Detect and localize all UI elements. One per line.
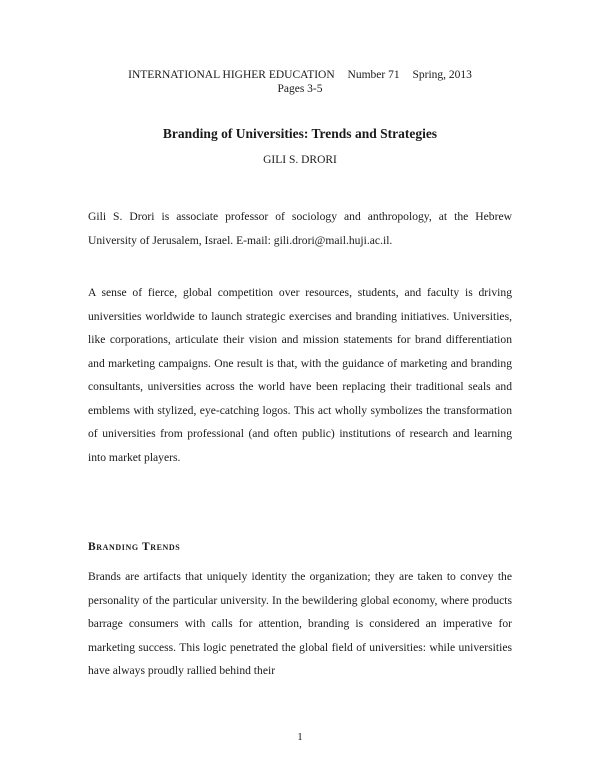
article-author: GILI S. DRORI	[263, 154, 337, 166]
page-number: 1	[297, 731, 303, 743]
intro-paragraph: A sense of fierce, global competition over resources, students, and faculty is driving universities worldwide to launch strategic exercises and branding initiatives. Universities, like corporations, articulate their vision and mission statements for brand differentiation and marketing campaigns. One result is that, with the guidance of marketing and branding consultants, universities across the world have been replacing their traditional seals and emblems with stylized, eye-catching logos. This act wholly symbolizes the transformation of universities from professional (and often public) institutions of research and learning into market players.	[88, 286, 512, 464]
page-range: Pages 3-5	[277, 83, 323, 95]
journal-name: INTERNATIONAL HIGHER EDUCATION	[128, 69, 335, 81]
author-bio: Gili S. Drori is associate professor of sociology and anthropology, at the Hebrew University of Jerusalem, Israel. E-mail: gili.drori@mail.huji.ac.il.	[88, 210, 512, 247]
section-paragraph: Brands are artifacts that uniquely identity the organization; they are taken to convey the personality of the particular university. In the bewildering global economy, where products barrage consumers with calls for attention, branding is considered an imperative for marketing success. This logic penetrated the global field of universities: while universities have always proudly rallied behind their	[88, 570, 512, 677]
journal-header	[0, 68, 600, 96]
article-title: Branding of Universities: Trends and Strategies	[162, 126, 438, 141]
section-heading: Branding Trends	[88, 541, 181, 553]
issue-number: Number 71	[347, 69, 400, 81]
issue-season: Spring, 2013	[412, 69, 472, 81]
